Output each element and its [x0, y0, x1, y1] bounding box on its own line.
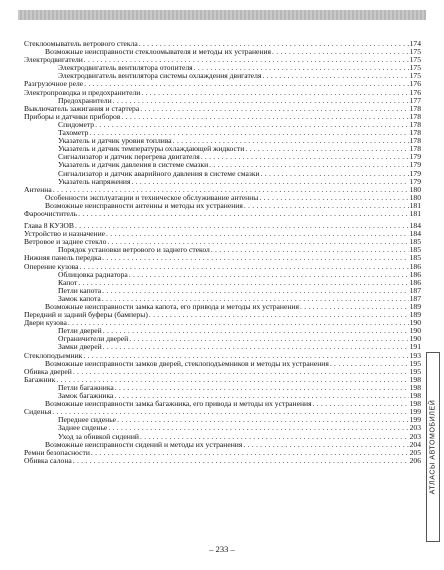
toc-entry — [24, 416, 421, 424]
toc-entry — [24, 178, 421, 186]
toc-entry-title: Предохранители — [58, 96, 112, 105]
toc-entry-title: Уход за обивкой сидений — [58, 432, 139, 441]
toc-entry — [24, 48, 421, 56]
toc-entry-title: Указатель напряжения — [58, 177, 131, 186]
toc-entry — [24, 40, 421, 48]
toc-entry-title: Заднее сиденье — [58, 424, 108, 433]
toc-entry — [24, 186, 421, 194]
toc-entry — [24, 145, 421, 153]
toc-entry — [24, 457, 421, 465]
toc-entry-title: Выключатель зажигания и стартера — [24, 104, 140, 113]
toc-entry-page: 178 — [409, 112, 421, 121]
toc-entry-page: 175 — [409, 64, 421, 73]
toc-entry-page: 186 — [409, 262, 421, 271]
toc-leader-dots — [209, 161, 408, 169]
toc-entry — [24, 319, 421, 327]
toc-entry-page: 190 — [409, 327, 421, 336]
toc-entry-title: Тахометр — [58, 129, 89, 138]
toc-entry — [24, 295, 421, 303]
toc-entry — [24, 170, 421, 178]
toc-leader-dots — [129, 335, 408, 343]
toc-leader-dots — [103, 327, 409, 335]
toc-entry — [24, 254, 421, 262]
toc-entry — [24, 72, 421, 80]
toc-leader-dots — [52, 408, 408, 416]
toc-entry-title: Электропроводка и предохранители — [24, 88, 141, 97]
toc-leader-dots — [78, 210, 408, 218]
toc-entry — [24, 441, 421, 449]
toc-entry-title: Багажник — [24, 375, 56, 384]
toc-entry-title: Возможные неисправности антенны и методы их устранения — [45, 201, 243, 210]
toc-entry-page: 195 — [409, 367, 421, 376]
toc-entry-page: 180 — [409, 185, 421, 194]
toc-entry-title: Ограничители дверей — [58, 335, 129, 344]
toc-entry-title: Нижняя панель передка — [24, 254, 102, 263]
toc-entry-page: 198 — [409, 392, 421, 401]
toc-entry — [24, 279, 421, 287]
toc-entry-title: Петли дверей — [58, 327, 102, 336]
toc-leader-dots — [262, 72, 408, 80]
toc-entry-page: 181 — [409, 209, 421, 218]
toc-entry — [24, 335, 421, 343]
toc-leader-dots — [141, 89, 408, 97]
toc-leader-dots — [173, 137, 409, 145]
toc-entry-page: 179 — [409, 161, 421, 170]
toc-entry-title: Переднее сиденье — [58, 416, 117, 425]
toc-entry — [24, 271, 421, 279]
toc-entry-page: 193 — [409, 351, 421, 360]
toc-entry-title: Возможные неисправности замков дверей, стеклоподъемников и методы их устранения — [45, 359, 329, 368]
toc-entry — [24, 210, 421, 218]
toc-leader-dots — [53, 186, 409, 194]
side-tab — [426, 352, 440, 542]
toc-entry-page: 206 — [409, 456, 421, 465]
toc-entry-page: 174 — [409, 40, 421, 48]
toc-leader-dots — [313, 400, 409, 408]
toc-entry-title: Указатель и датчик уровня топлива — [58, 137, 172, 146]
toc-leader-dots — [245, 145, 408, 153]
toc-leader-dots — [201, 153, 409, 161]
toc-leader-dots — [139, 40, 409, 48]
toc-entry-title: Возможные неисправности замка багажника, его привода и методы их устранения — [45, 400, 312, 409]
toc-leader-dots — [102, 295, 409, 303]
toc-entry-page: 203 — [409, 432, 421, 441]
toc-entry-page: 176 — [409, 88, 421, 97]
toc-entry — [24, 161, 421, 169]
toc-entry-page: 195 — [409, 359, 421, 368]
toc-entry — [24, 376, 421, 384]
toc-entry-title: Петли багажника — [58, 383, 114, 392]
toc-leader-dots — [102, 254, 409, 262]
toc-entry-title: Стеклоподъемник — [24, 351, 83, 360]
toc-entry-page: 189 — [409, 311, 421, 320]
toc-entry-page: 179 — [409, 177, 421, 186]
toc-leader-dots — [73, 457, 409, 465]
toc-entry — [24, 408, 421, 416]
toc-leader-dots — [73, 368, 409, 376]
toc-entry — [24, 287, 421, 295]
toc-entry-title: Приборы и датчики приборов — [24, 112, 121, 121]
toc-leader-dots — [106, 230, 409, 238]
toc-entry-page: 179 — [409, 169, 421, 178]
toc-entry-page: 199 — [409, 416, 421, 425]
toc-leader-dots — [140, 433, 409, 441]
toc-leader-dots — [149, 311, 409, 319]
toc-entry — [24, 56, 421, 64]
toc-entry — [24, 303, 421, 311]
toc-leader-dots — [330, 360, 409, 368]
toc-entry — [24, 80, 421, 88]
toc-entry-page: 178 — [409, 145, 421, 154]
toc-entry-page: 198 — [409, 375, 421, 384]
toc-entry — [24, 352, 421, 360]
toc-entry-page: 175 — [409, 72, 421, 81]
toc-entry-title: Передний и задний буферы (бамперы) — [24, 311, 148, 320]
toc-leader-dots — [102, 287, 408, 295]
toc-entry-page: 186 — [409, 270, 421, 279]
toc-entry — [24, 400, 421, 408]
toc-entry — [24, 137, 421, 145]
toc-entry-page: 203 — [409, 424, 421, 433]
toc-entry — [24, 392, 421, 400]
toc-entry-title: Капот — [58, 278, 78, 287]
toc-entry — [24, 384, 421, 392]
toc-leader-dots — [114, 392, 408, 400]
toc-entry-title: Разгрузочное реле — [24, 80, 84, 89]
toc-leader-dots — [244, 202, 409, 210]
toc-leader-dots — [56, 376, 408, 384]
toc-entry-title: Обивка салона — [24, 456, 72, 465]
toc-entry — [24, 64, 421, 72]
toc-entry-page: 184 — [409, 230, 421, 239]
toc-entry-page: 185 — [409, 246, 421, 255]
toc-entry-page: 178 — [409, 104, 421, 113]
toc-entry-page: 199 — [409, 408, 421, 417]
toc-entry-page: 190 — [409, 335, 421, 344]
toc-entry-page: 181 — [409, 201, 421, 210]
toc-entry-title: Стеклоомыватель ветрового стекла — [24, 40, 138, 48]
toc-leader-dots — [89, 129, 408, 137]
toc-entry-title: Двери кузова — [24, 319, 67, 328]
toc-leader-dots — [243, 441, 408, 449]
toc-entry — [24, 449, 421, 457]
toc-entry — [24, 89, 421, 97]
toc-entry-title: Возможные неисправности замка капота, его привода и методы их устранения — [45, 303, 299, 311]
toc-entry-title: Порядок установки ветрового и заднего стекол — [58, 246, 210, 255]
toc-leader-dots — [78, 279, 408, 287]
toc-leader-dots — [107, 238, 408, 246]
toc-entry-title: Глава 8 КУЗОВ — [24, 222, 74, 231]
toc-entry — [24, 424, 421, 432]
toc-leader-dots — [68, 319, 409, 327]
toc-entry-page: 180 — [409, 193, 421, 202]
toc-entry-page: 198 — [409, 400, 421, 409]
toc-entry-title: Петли капота — [58, 286, 102, 295]
toc-entry — [24, 97, 421, 105]
toc-entry-title: Оперение кузова — [24, 262, 79, 271]
toc-entry-page: 178 — [409, 137, 421, 146]
toc-entry-title: Электродвигатели — [24, 56, 83, 65]
toc-entry-title: Сигнализатор и датчик аварийного давления в системе смазки — [58, 169, 260, 178]
toc-leader-dots — [84, 80, 408, 88]
toc-entry-title: Ремни безопасности — [24, 448, 90, 457]
page-number: – 233 – — [209, 544, 235, 554]
toc-leader-dots — [259, 194, 408, 202]
toc-entry-title: Фароочиститель — [24, 209, 78, 218]
toc-leader-dots — [117, 416, 409, 424]
toc-entry-title: Сигнализатор и датчик перегрева двигателя — [58, 153, 200, 162]
toc-entry-page: 187 — [409, 286, 421, 295]
toc-entry — [24, 222, 421, 230]
toc-entry-title: Замки дверей — [58, 343, 102, 352]
toc-entry-page: 179 — [409, 153, 421, 162]
toc-entry — [24, 246, 421, 254]
header-decor-band — [18, 10, 426, 20]
toc-leader-dots — [261, 170, 409, 178]
toc-leader-dots — [129, 271, 409, 279]
toc-leader-dots — [108, 424, 408, 432]
toc-entry — [24, 360, 421, 368]
toc-entry — [24, 194, 421, 202]
toc-leader-dots — [83, 352, 408, 360]
toc-entry-page: 177 — [409, 96, 421, 105]
table-of-contents — [24, 40, 421, 465]
toc-entry-title: Замок багажника — [58, 392, 114, 401]
toc-entry-page: 176 — [409, 80, 421, 89]
toc-leader-dots — [272, 48, 409, 56]
toc-entry — [24, 368, 421, 376]
toc-entry — [24, 113, 421, 121]
toc-entry-title: Обивка дверей — [24, 367, 72, 376]
toc-entry-page: 185 — [409, 238, 421, 247]
side-tab-label: АТЛАСЫ АВТОМОБИЛЕЙ — [429, 399, 437, 495]
toc-entry-page: 184 — [409, 222, 421, 231]
toc-leader-dots — [91, 449, 409, 457]
toc-leader-dots — [84, 56, 409, 64]
toc-entry-page: 178 — [409, 120, 421, 129]
toc-leader-dots — [103, 343, 409, 351]
toc-leader-dots — [194, 64, 409, 72]
toc-leader-dots — [211, 246, 409, 254]
toc-entry — [24, 263, 421, 271]
toc-entry — [24, 238, 421, 246]
toc-entry — [24, 230, 421, 238]
toc-leader-dots — [113, 97, 409, 105]
toc-leader-dots — [79, 263, 408, 271]
toc-leader-dots — [300, 303, 409, 311]
toc-entry-page: 204 — [409, 440, 421, 449]
toc-entry-title: Возможные неисправности сидений и методы их устранения — [45, 440, 243, 449]
toc-entry-page: 178 — [409, 129, 421, 138]
toc-entry-title: Облицовка радиатора — [58, 270, 128, 279]
toc-leader-dots — [75, 222, 409, 230]
toc-entry-title: Устройство и назначение — [24, 230, 106, 239]
toc-entry — [24, 343, 421, 351]
toc-entry-page: 190 — [409, 319, 421, 328]
toc-entry — [24, 129, 421, 137]
toc-entry — [24, 153, 421, 161]
toc-entry-title: Указатель и датчик температуры охлаждающей жидкости — [58, 145, 245, 154]
toc-entry-title: Особенности эксплуатации и техническое обслуживание антенны — [45, 193, 259, 202]
toc-entry-page: 191 — [409, 343, 421, 352]
toc-entry — [24, 121, 421, 129]
toc-entry-page: 185 — [409, 254, 421, 263]
toc-entry — [24, 202, 421, 210]
toc-entry-title: Электродвигатель вентилятора системы охлаждения двигателя — [58, 72, 262, 81]
toc-entry-title: Антенна — [24, 185, 52, 194]
toc-entry-page: 175 — [409, 56, 421, 65]
toc-entry-title: Спидометр — [58, 120, 95, 129]
toc-leader-dots — [121, 113, 408, 121]
toc-entry-title: Электродвигатель вентилятора отопителя — [58, 64, 193, 73]
toc-entry — [24, 105, 421, 113]
toc-entry-page: 189 — [409, 303, 421, 311]
toc-leader-dots — [132, 178, 409, 186]
toc-entry-page: 186 — [409, 278, 421, 287]
toc-entry-title: Сиденья — [24, 408, 52, 417]
toc-entry — [24, 327, 421, 335]
toc-entry-title: Возможные неисправности стеклоомывателя и методы их устранения — [45, 48, 272, 57]
toc-entry — [24, 311, 421, 319]
toc-leader-dots — [95, 121, 409, 129]
toc-entry-title: Ветровое и заднее стекло — [24, 238, 107, 247]
toc-leader-dots — [115, 384, 409, 392]
toc-entry-page: 175 — [409, 48, 421, 57]
toc-entry — [24, 433, 421, 441]
toc-entry-page: 198 — [409, 383, 421, 392]
toc-entry-title: Указатель и датчик давления в системе смазки — [58, 161, 209, 170]
toc-entry-page: 187 — [409, 294, 421, 303]
toc-entry-page: 205 — [409, 448, 421, 457]
toc-leader-dots — [140, 105, 408, 113]
toc-entry-title: Замок капота — [58, 294, 101, 303]
